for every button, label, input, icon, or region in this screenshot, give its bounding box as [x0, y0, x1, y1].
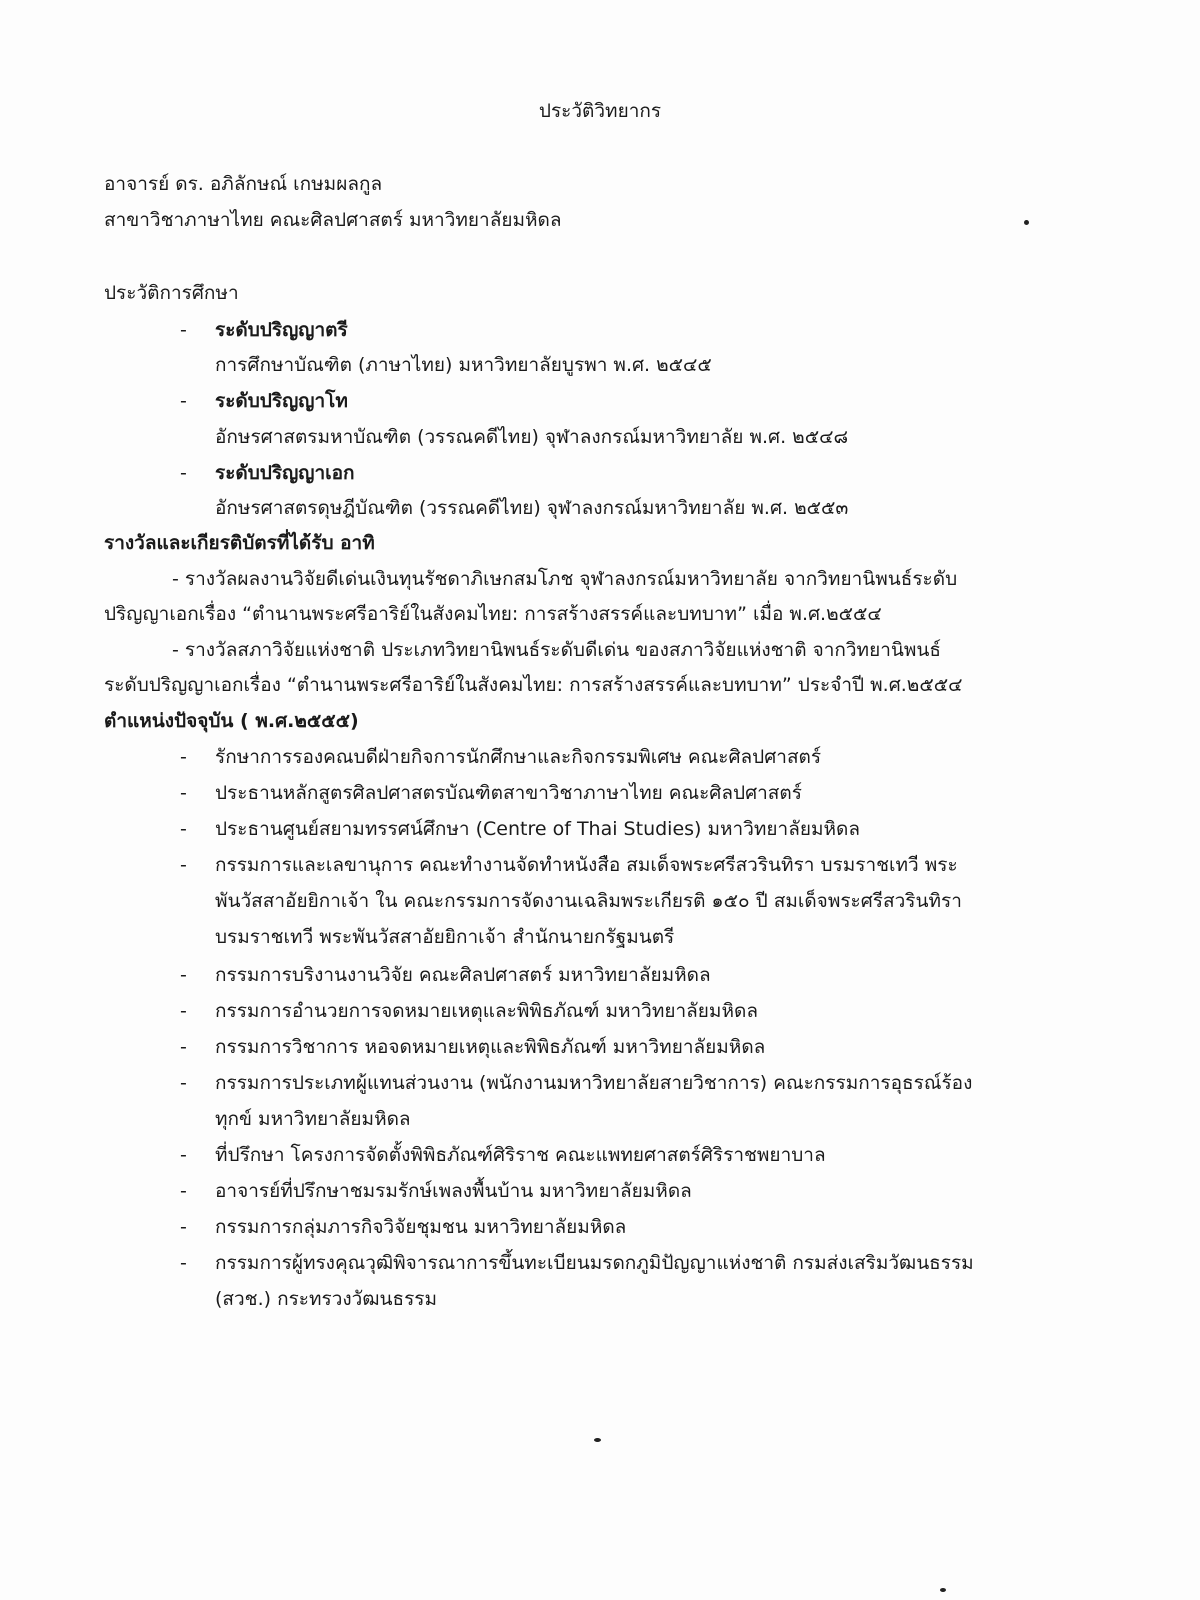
bullet-dash: - [180, 1144, 187, 1166]
bullet-dash: - [180, 854, 187, 876]
position-item: อาจารย์ที่ปรึกษาชมรมรักษ์เพลงพื้นบ้าน มหาวิทยาลัยมหิดล [215, 1180, 692, 1202]
bullet-dash: - [180, 1252, 187, 1274]
bullet-dash: - [180, 964, 187, 986]
position-item: กรรมการบริงานงานวิจัย คณะศิลปศาสตร์ มหาวิทยาลัยมหิดล [215, 964, 711, 986]
bullet-dash: - [180, 1036, 187, 1058]
education-heading: ประวัติการศึกษา [104, 282, 239, 304]
position-item: ที่ปรึกษา โครงการจัดตั้งพิพิธภัณฑ์ศิริราช คณะแพทยศาสตร์ศิริราชพยาบาล [215, 1144, 826, 1166]
bullet-dash: - [180, 818, 187, 840]
position-item: กรรมการผู้ทรงคุณวุฒิพิจารณาการขึ้นทะเบียนมรดกภูมิปัญญาแห่งชาติ กรมส่งเสริมวัฒนธรรม [215, 1252, 974, 1274]
position-item: กรรมการประเภทผู้แทนส่วนงาน (พนักงานมหาวิทยาลัยสายวิชาการ) คณะกรรมการอุธรณ์ร้อง [215, 1072, 973, 1094]
bullet-dash: - [180, 1000, 187, 1022]
position-item: รักษาการรองคณบดีฝ่ายกิจการนักศึกษาและกิจกรรมพิเศษ คณะศิลปศาสตร์ [215, 746, 822, 768]
position-item: กรรมการและเลขานุการ คณะทำงานจัดทำหนังสือ สมเด็จพระศรีสวรินทิรา บรมราชเทวี พระ [215, 854, 958, 876]
award-line: - รางวัลสภาวิจัยแห่งชาติ ประเภทวิทยานิพนธ์ระดับดีเด่น ของสภาวิจัยแห่งชาติ จากวิทยานิพนธ์ [172, 639, 941, 661]
award-line: ปริญญาเอกเรื่อง “ตำนานพระศรีอาริย์ในสังคมไทย: การสร้างสรรค์และบทบาท” เมื่อ พ.ศ.๒๕๕๔ [104, 603, 882, 625]
bullet-dash: - [180, 782, 187, 804]
positions-heading: ตำแหน่งปัจจุบัน ( พ.ศ.๒๕๕๕) [104, 710, 359, 732]
position-item: กรรมการวิชาการ หอจดหมายเหตุและพิพิธภัณฑ์ มหาวิทยาลัยมหิดล [215, 1036, 766, 1058]
scan-speck [940, 1588, 946, 1592]
scan-speck [594, 1438, 601, 1442]
award-line: ระดับปริญญาเอกเรื่อง “ตำนานพระศรีอาริย์ในสังคมไทย: การสร้างสรรค์และบทบาท” ประจำปี พ.ศ.๒๕๕๔ [104, 674, 963, 696]
education-detail: อักษรศาสตรมหาบัณฑิต (วรรณคดีไทย) จุฬาลงกรณ์มหาวิทยาลัย พ.ศ. ๒๕๔๘ [215, 426, 849, 448]
speaker-affiliation: สาขาวิชาภาษาไทย คณะศิลปศาสตร์ มหาวิทยาลัยมหิดล [104, 209, 562, 231]
position-item: กรรมการกลุ่มภารกิจวิจัยชุมชน มหาวิทยาลัยมหิดล [215, 1216, 627, 1238]
position-item: กรรมการอำนวยการจดหมายเหตุและพิพิธภัณฑ์ มหาวิทยาลัยมหิดล [215, 1000, 758, 1022]
education-level: ระดับปริญญาโท [215, 390, 348, 412]
position-item-continued: ทุกข์ มหาวิทยาลัยมหิดล [215, 1108, 411, 1130]
education-level: ระดับปริญญาเอก [215, 462, 355, 484]
education-detail: อักษรศาสตรดุษฎีบัณฑิต (วรรณคดีไทย) จุฬาลงกรณ์มหาวิทยาลัย พ.ศ. ๒๕๕๓ [215, 497, 849, 519]
bullet-dash: - [180, 319, 187, 341]
position-item: ประธานหลักสูตรศิลปศาสตรบัณฑิตสาขาวิชาภาษาไทย คณะศิลปศาสตร์ [215, 782, 802, 804]
position-item: ประธานศูนย์สยามทรรศน์ศึกษา (Centre of Thai Studies) มหาวิทยาลัยมหิดล [215, 818, 861, 840]
education-detail: การศึกษาบัณฑิต (ภาษาไทย) มหาวิทยาลัยบูรพา พ.ศ. ๒๕๔๕ [215, 354, 712, 376]
bullet-dash: - [180, 462, 187, 484]
awards-heading: รางวัลและเกียรติบัตรที่ได้รับ อาทิ [104, 532, 375, 554]
bullet-dash: - [180, 390, 187, 412]
position-item-continued: พันวัสสาอัยยิกาเจ้า ใน คณะกรรมการจัดงานเฉลิมพระเกียรติ ๑๕๐ ปี สมเด็จพระศรีสวรินทิรา [215, 890, 962, 912]
bullet-dash: - [180, 746, 187, 768]
bullet-dash: - [180, 1072, 187, 1094]
award-line: - รางวัลผลงานวิจัยดีเด่นเงินทุนรัชดาภิเษกสมโภช จุฬาลงกรณ์มหาวิทยาลัย จากวิทยานิพนธ์ระดับ [172, 568, 958, 590]
scan-speck [1024, 220, 1029, 225]
speaker-name: อาจารย์ ดร. อภิลักษณ์ เกษมผลกูล [104, 173, 383, 195]
bullet-dash: - [180, 1180, 187, 1202]
education-level: ระดับปริญญาตรี [215, 319, 348, 341]
position-item-continued: บรมราชเทวี พระพันวัสสาอัยยิกาเจ้า สำนักนายกรัฐมนตรี [215, 926, 675, 948]
bullet-dash: - [180, 1216, 187, 1238]
position-item-continued: (สวช.) กระทรวงวัฒนธรรม [215, 1288, 438, 1310]
document-title: ประวัติวิทยากร [538, 100, 662, 122]
